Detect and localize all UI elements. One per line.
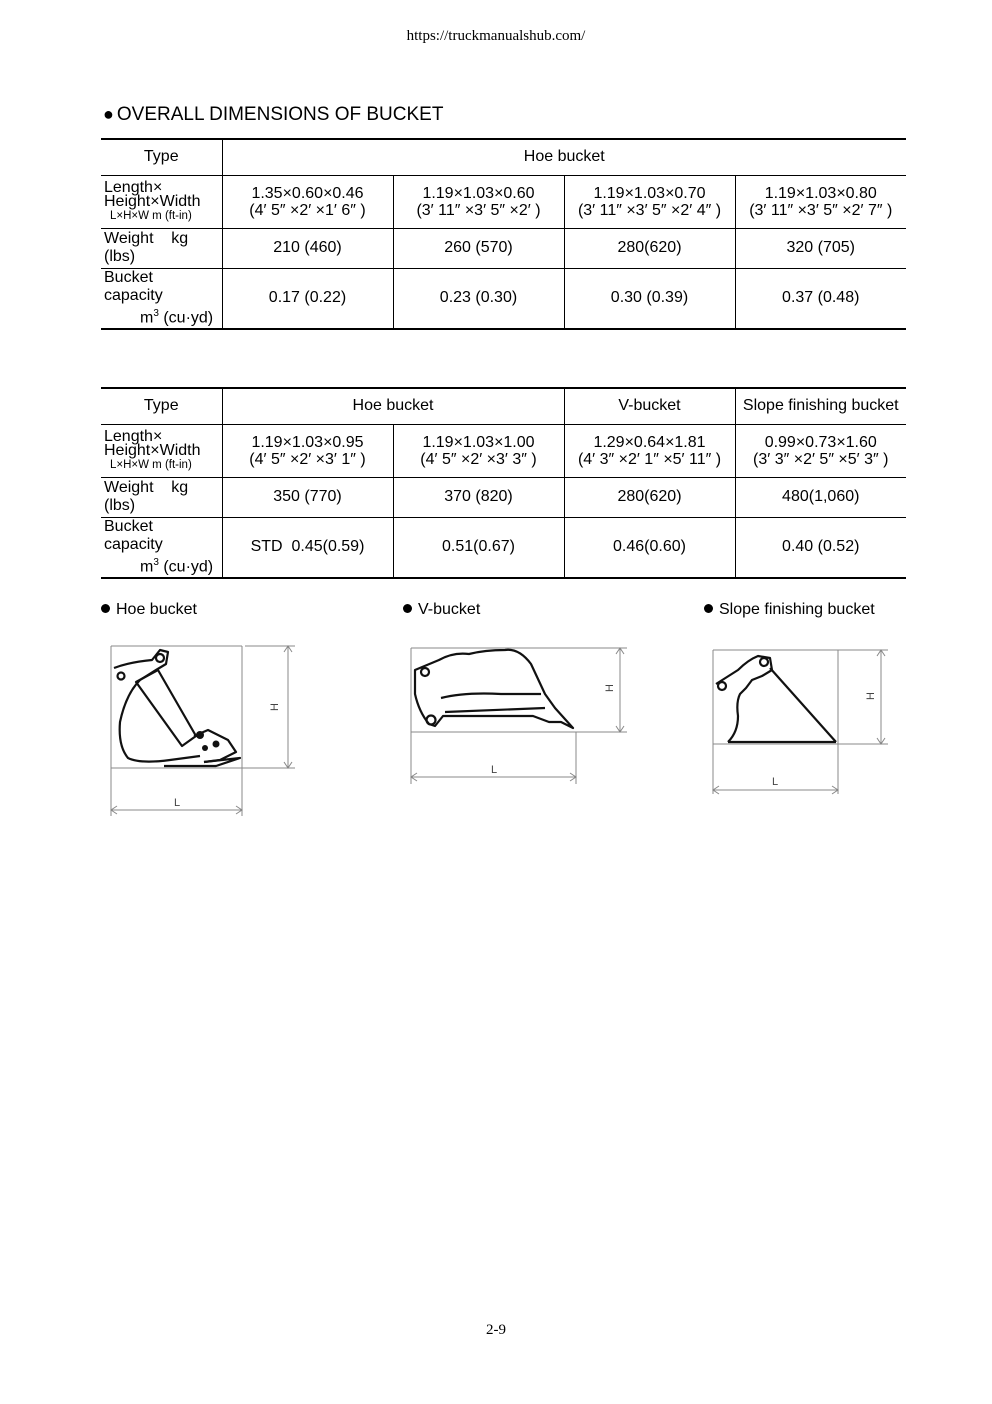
- length-dim-label: L: [772, 776, 779, 788]
- capacity-cell: 0.30 (0.39): [564, 268, 735, 329]
- dim-metric: 1.19×1.03×0.60: [422, 184, 535, 202]
- dim-imperial: (3′ 3″ ×2′ 5″ ×5′ 3″ ): [753, 450, 889, 468]
- height-dim-label: H: [865, 692, 877, 700]
- dim-metric: 1.19×1.03×0.70: [593, 184, 706, 202]
- capacity-cell: STD 0.45(0.59): [222, 517, 393, 578]
- capacity-unit: [104, 305, 222, 327]
- type-slope-finishing-bucket: Slope finishing bucket: [735, 388, 906, 424]
- dimension-cell: [735, 175, 906, 228]
- length-dim-label: L: [491, 764, 498, 776]
- type-label: Type: [101, 388, 222, 424]
- capacity-row: [101, 517, 906, 578]
- dim-label-line2: Height×Width: [104, 192, 201, 210]
- v-bucket-caption: [403, 601, 480, 619]
- height-dim-label: H: [604, 684, 616, 692]
- caption-text: V-bucket: [418, 601, 481, 618]
- dimensions-label: [101, 424, 222, 477]
- capacity-label: [101, 517, 222, 578]
- capacity-cell: 0.51(0.67): [393, 517, 564, 578]
- weight-cell: 350 (770): [222, 477, 393, 517]
- dim-metric: 1.19×1.03×1.00: [422, 433, 535, 451]
- bullet-icon: ●: [103, 104, 114, 124]
- bucket-table-1: [101, 138, 906, 330]
- dimension-cell: [393, 175, 564, 228]
- dimension-cell: [564, 175, 735, 228]
- dimensions-row: [101, 424, 906, 477]
- capacity-cell: 0.46(0.60): [564, 517, 735, 578]
- type-row: [101, 388, 906, 424]
- dim-imperial: (4′ 5″ ×2′ ×3′ 1″ ): [249, 450, 366, 468]
- weight-label-line1: Weight kg: [104, 479, 189, 496]
- capacity-unit: [104, 554, 222, 576]
- section-title-text: OVERALL DIMENSIONS OF BUCKET: [116, 104, 444, 125]
- dimension-cell: [222, 424, 393, 477]
- dim-imperial: (3′ 11″ ×3′ 5″ ×2′ ): [416, 201, 541, 219]
- dim-metric: 1.35×0.60×0.46: [251, 184, 364, 202]
- caption-text: Hoe bucket: [116, 601, 197, 618]
- dim-label-line3: L×H×W m (ft-in): [110, 209, 192, 222]
- dim-metric: 1.29×0.64×1.81: [593, 433, 706, 451]
- dim-label-line1: Length×: [104, 178, 163, 196]
- weight-label-line1: Weight kg: [104, 230, 189, 247]
- dimension-cell: [393, 424, 564, 477]
- dimensions-label: [101, 175, 222, 228]
- caption-text: Slope finishing bucket: [719, 601, 875, 618]
- type-v-bucket: V-bucket: [564, 388, 735, 424]
- dim-metric: 1.19×1.03×0.95: [251, 433, 364, 451]
- hoe-bucket-drawing: [100, 638, 300, 818]
- weight-cell: 280(620): [564, 228, 735, 268]
- capacity-cell: 0.23 (0.30): [393, 268, 564, 329]
- v-bucket-drawing: [405, 642, 630, 787]
- capacity-label-line1: Bucket: [104, 518, 153, 536]
- header-url: https://truckmanualshub.com/: [406, 28, 586, 44]
- dim-label-line1: Length×: [104, 427, 163, 445]
- bullet-icon: [101, 604, 110, 613]
- weight-cell: 370 (820): [393, 477, 564, 517]
- capacity-row: [101, 268, 906, 329]
- weight-cell: 210 (460): [222, 228, 393, 268]
- dimension-cell: [564, 424, 735, 477]
- bullet-icon: [403, 604, 412, 613]
- dim-label-line2: Height×Width: [104, 441, 201, 459]
- capacity-label: [101, 268, 222, 329]
- unit-exponent: 3: [153, 557, 159, 569]
- weight-row: [101, 228, 906, 268]
- bullet-icon: [704, 604, 713, 613]
- slope-finishing-bucket-drawing: [708, 644, 893, 796]
- height-dim-label: H: [269, 703, 281, 711]
- capacity-label-line1: Bucket: [104, 269, 153, 287]
- dim-label-line3: L×H×W m (ft-in): [110, 458, 192, 471]
- page-number: 2-9: [486, 1322, 506, 1338]
- dim-imperial: (4′ 3″ ×2′ 1″ ×5′ 11″ ): [577, 450, 722, 468]
- unit-rest: (cu·yd): [158, 309, 214, 327]
- weight-cell: 480(1,060): [735, 477, 906, 517]
- unit-base: m: [140, 309, 154, 327]
- dim-metric: 1.19×1.03×0.80: [764, 184, 877, 202]
- weight-cell: 280(620): [564, 477, 735, 517]
- dim-imperial: (3′ 11″ ×3′ 5″ ×2′ 7″ ): [749, 201, 893, 219]
- type-hoe-bucket: Hoe bucket: [222, 388, 564, 424]
- dim-imperial: (3′ 11″ ×3′ 5″ ×2′ 4″ ): [577, 201, 722, 219]
- bucket-table-2: [101, 387, 906, 579]
- capacity-label-line2: capacity: [104, 536, 163, 554]
- dim-imperial: (4′ 5″ ×2′ ×3′ 3″ ): [420, 450, 537, 468]
- weight-label: [101, 477, 222, 517]
- length-dim-label: L: [174, 797, 181, 809]
- dim-imperial: (4′ 5″ ×2′ ×1′ 6″ ): [249, 201, 366, 219]
- weight-cell: 260 (570): [393, 228, 564, 268]
- weight-row: [101, 477, 906, 517]
- capacity-cell: 0.17 (0.22): [222, 268, 393, 329]
- capacity-cell: 0.37 (0.48): [735, 268, 906, 329]
- type-row: [101, 139, 906, 175]
- weight-label-line2: (lbs): [104, 497, 136, 514]
- dimensions-row: [101, 175, 906, 228]
- dimension-cell: [735, 424, 906, 477]
- unit-base: m: [140, 558, 154, 576]
- weight-cell: 320 (705): [735, 228, 906, 268]
- capacity-label-line2: capacity: [104, 287, 163, 305]
- weight-label: [101, 228, 222, 268]
- dim-metric: 0.99×0.73×1.60: [764, 433, 877, 451]
- type-label: Type: [101, 139, 222, 175]
- section-title: [103, 104, 443, 126]
- unit-rest: (cu·yd): [158, 558, 214, 576]
- type-hoe-bucket: Hoe bucket: [222, 139, 906, 175]
- unit-exponent: 3: [153, 308, 159, 320]
- dimension-cell: [222, 175, 393, 228]
- slope-bucket-caption: [704, 601, 875, 619]
- capacity-cell: 0.40 (0.52): [735, 517, 906, 578]
- hoe-bucket-caption: [101, 601, 197, 619]
- weight-label-line2: (lbs): [104, 248, 136, 265]
